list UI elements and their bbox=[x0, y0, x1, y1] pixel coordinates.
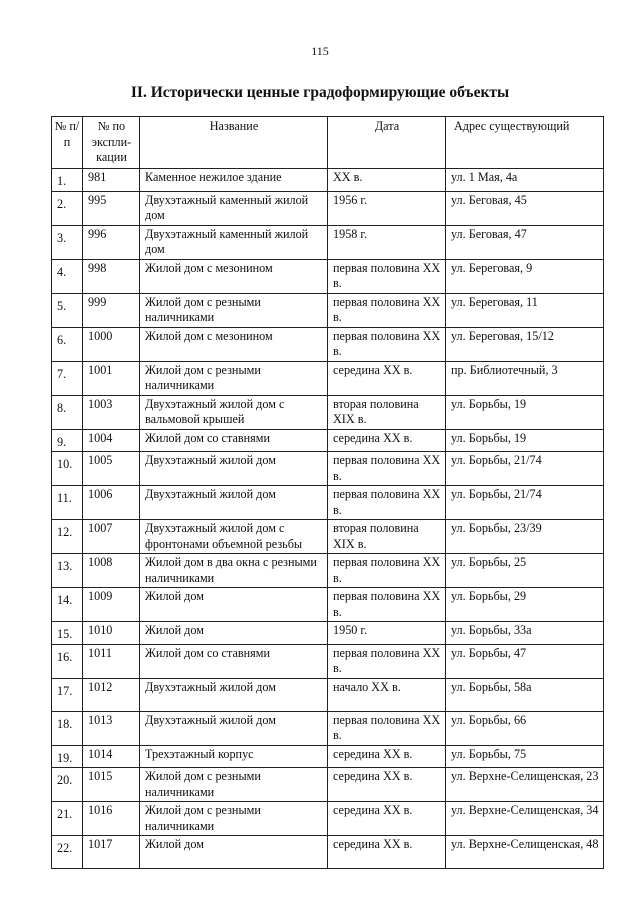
table-row bbox=[52, 711, 604, 745]
table-row bbox=[52, 644, 604, 678]
cell-date: 1958 г. bbox=[328, 225, 446, 259]
cell-exposition: 1004 bbox=[83, 429, 140, 452]
cell-date: середина XX в. bbox=[328, 429, 446, 452]
cell-num: 1. bbox=[52, 169, 83, 192]
cell-name: Жилой дом bbox=[140, 622, 328, 645]
cell-date: вторая половина XIX в. bbox=[328, 395, 446, 429]
cell-name: Жилой дом bbox=[140, 588, 328, 622]
cell-date: первая половина XX в. bbox=[328, 554, 446, 588]
cell-num: 20. bbox=[52, 768, 83, 802]
cell-exposition: 1015 bbox=[83, 768, 140, 802]
cell-date: начало XX в. bbox=[328, 678, 446, 711]
cell-num: 7. bbox=[52, 361, 83, 395]
cell-exposition: 998 bbox=[83, 259, 140, 293]
cell-num: 6. bbox=[52, 327, 83, 361]
cell-name: Жилой дом с резными наличниками bbox=[140, 768, 328, 802]
cell-address: пр. Библиотечный, 3 bbox=[446, 361, 604, 395]
table-row bbox=[52, 225, 604, 259]
table-row bbox=[52, 554, 604, 588]
cell-address: ул. Береговая, 11 bbox=[446, 293, 604, 327]
cell-name: Двухэтажный каменный жилой дом bbox=[140, 191, 328, 225]
cell-num: 3. bbox=[52, 225, 83, 259]
cell-date: середина XX в. bbox=[328, 836, 446, 869]
table-row bbox=[52, 768, 604, 802]
table-row bbox=[52, 520, 604, 554]
cell-exposition: 1017 bbox=[83, 836, 140, 869]
cell-address: ул. Верхне-Селищенская, 48 bbox=[446, 836, 604, 869]
cell-num: 9. bbox=[52, 429, 83, 452]
cell-date: середина XX в. bbox=[328, 361, 446, 395]
cell-date: вторая половина XIX в. bbox=[328, 520, 446, 554]
cell-name: Двухэтажный жилой дом с вальмовой крышей bbox=[140, 395, 328, 429]
cell-num: 17. bbox=[52, 678, 83, 711]
cell-num: 5. bbox=[52, 293, 83, 327]
cell-num: 18. bbox=[52, 711, 83, 745]
cell-name: Трехэтажный корпус bbox=[140, 745, 328, 768]
cell-date: 1950 г. bbox=[328, 622, 446, 645]
cell-date: середина XX в. bbox=[328, 745, 446, 768]
header-address: Адрес существующий bbox=[446, 117, 604, 169]
table-row bbox=[52, 486, 604, 520]
cell-address: ул. Борьбы, 19 bbox=[446, 395, 604, 429]
cell-date: первая половина XX в. bbox=[328, 644, 446, 678]
cell-name: Жилой дом с мезонином bbox=[140, 259, 328, 293]
cell-num: 8. bbox=[52, 395, 83, 429]
cell-exposition: 1003 bbox=[83, 395, 140, 429]
cell-num: 22. bbox=[52, 836, 83, 869]
cell-date: первая половина XX в. bbox=[328, 588, 446, 622]
cell-name: Двухэтажный жилой дом bbox=[140, 452, 328, 486]
cell-address: ул. 1 Мая, 4а bbox=[446, 169, 604, 192]
cell-num: 15. bbox=[52, 622, 83, 645]
cell-name: Жилой дом bbox=[140, 836, 328, 869]
cell-name: Двухэтажный жилой дом bbox=[140, 678, 328, 711]
table-row bbox=[52, 622, 604, 645]
cell-exposition: 1011 bbox=[83, 644, 140, 678]
cell-address: ул. Борьбы, 75 bbox=[446, 745, 604, 768]
cell-name: Двухэтажный жилой дом bbox=[140, 486, 328, 520]
cell-num: 14. bbox=[52, 588, 83, 622]
cell-date: 1956 г. bbox=[328, 191, 446, 225]
table-row bbox=[52, 745, 604, 768]
cell-exposition: 981 bbox=[83, 169, 140, 192]
cell-date: первая половина XX в. bbox=[328, 259, 446, 293]
cell-name: Жилой дом с резными наличниками bbox=[140, 293, 328, 327]
cell-name: Жилой дом с мезонином bbox=[140, 327, 328, 361]
cell-exposition: 1012 bbox=[83, 678, 140, 711]
cell-address: ул. Борьбы, 66 bbox=[446, 711, 604, 745]
cell-exposition: 1005 bbox=[83, 452, 140, 486]
cell-exposition: 1016 bbox=[83, 802, 140, 836]
cell-exposition: 1008 bbox=[83, 554, 140, 588]
cell-name: Каменное нежилое здание bbox=[140, 169, 328, 192]
cell-address: ул. Беговая, 45 bbox=[446, 191, 604, 225]
cell-exposition: 1010 bbox=[83, 622, 140, 645]
cell-num: 11. bbox=[52, 486, 83, 520]
header-date: Дата bbox=[328, 117, 446, 169]
cell-address: ул. Борьбы, 47 bbox=[446, 644, 604, 678]
cell-exposition: 1013 bbox=[83, 711, 140, 745]
table-row bbox=[52, 169, 604, 192]
table-row bbox=[52, 259, 604, 293]
cell-address: ул. Беговая, 47 bbox=[446, 225, 604, 259]
objects-table bbox=[51, 116, 604, 869]
cell-date: первая половина XX в. bbox=[328, 327, 446, 361]
cell-exposition: 996 bbox=[83, 225, 140, 259]
table-row bbox=[52, 191, 604, 225]
table-row bbox=[52, 678, 604, 711]
cell-address: ул. Борьбы, 33а bbox=[446, 622, 604, 645]
cell-date: первая половина XX в. bbox=[328, 452, 446, 486]
header-name: Название bbox=[140, 117, 328, 169]
cell-exposition: 999 bbox=[83, 293, 140, 327]
cell-address: ул. Борьбы, 19 bbox=[446, 429, 604, 452]
cell-name: Жилой дом со ставнями bbox=[140, 429, 328, 452]
cell-exposition: 995 bbox=[83, 191, 140, 225]
cell-num: 2. bbox=[52, 191, 83, 225]
cell-date: середина XX в. bbox=[328, 768, 446, 802]
cell-address: ул. Борьбы, 23/39 bbox=[446, 520, 604, 554]
cell-date: первая половина XX в. bbox=[328, 486, 446, 520]
table-row bbox=[52, 452, 604, 486]
table-row bbox=[52, 429, 604, 452]
cell-address: ул. Борьбы, 29 bbox=[446, 588, 604, 622]
cell-num: 12. bbox=[52, 520, 83, 554]
cell-address: ул. Борьбы, 21/74 bbox=[446, 452, 604, 486]
cell-name: Двухэтажный жилой дом bbox=[140, 711, 328, 745]
cell-exposition: 1009 bbox=[83, 588, 140, 622]
page-number: 115 bbox=[311, 44, 329, 58]
cell-name: Жилой дом с резными наличниками bbox=[140, 802, 328, 836]
cell-address: ул. Борьбы, 58а bbox=[446, 678, 604, 711]
cell-name: Жилой дом с резными наличниками bbox=[140, 361, 328, 395]
table-row bbox=[52, 361, 604, 395]
cell-exposition: 1007 bbox=[83, 520, 140, 554]
cell-num: 19. bbox=[52, 745, 83, 768]
table-row bbox=[52, 395, 604, 429]
table-row bbox=[52, 327, 604, 361]
cell-name: Двухэтажный жилой дом с фронтонами объемной резьбы bbox=[140, 520, 328, 554]
cell-num: 10. bbox=[52, 452, 83, 486]
cell-address: ул. Береговая, 9 bbox=[446, 259, 604, 293]
cell-exposition: 1006 bbox=[83, 486, 140, 520]
cell-num: 21. bbox=[52, 802, 83, 836]
cell-date: XX в. bbox=[328, 169, 446, 192]
cell-exposition: 1000 bbox=[83, 327, 140, 361]
cell-num: 4. bbox=[52, 259, 83, 293]
cell-num: 16. bbox=[52, 644, 83, 678]
cell-address: ул. Борьбы, 25 bbox=[446, 554, 604, 588]
table-row bbox=[52, 588, 604, 622]
cell-name: Жилой дом со ставнями bbox=[140, 644, 328, 678]
cell-name: Двухэтажный каменный жилой дом bbox=[140, 225, 328, 259]
cell-date: первая половина XX в. bbox=[328, 293, 446, 327]
cell-exposition: 1014 bbox=[83, 745, 140, 768]
header-exposition: № по экспли-кации bbox=[83, 117, 140, 169]
table-row bbox=[52, 293, 604, 327]
cell-date: первая половина XX в. bbox=[328, 711, 446, 745]
cell-address: ул. Верхне-Селищенская, 34 bbox=[446, 802, 604, 836]
table-header-row bbox=[52, 117, 604, 169]
cell-date: середина XX в. bbox=[328, 802, 446, 836]
table-row bbox=[52, 836, 604, 869]
cell-name: Жилой дом в два окна с резными наличниками bbox=[140, 554, 328, 588]
cell-exposition: 1001 bbox=[83, 361, 140, 395]
cell-address: ул. Борьбы, 21/74 bbox=[446, 486, 604, 520]
page-title: II. Исторически ценные градоформирующие объекты bbox=[130, 84, 510, 101]
cell-address: ул. Верхне-Селищенская, 23 bbox=[446, 768, 604, 802]
header-num: № п/п bbox=[52, 117, 83, 169]
cell-address: ул. Береговая, 15/12 bbox=[446, 327, 604, 361]
table-row bbox=[52, 802, 604, 836]
cell-num: 13. bbox=[52, 554, 83, 588]
